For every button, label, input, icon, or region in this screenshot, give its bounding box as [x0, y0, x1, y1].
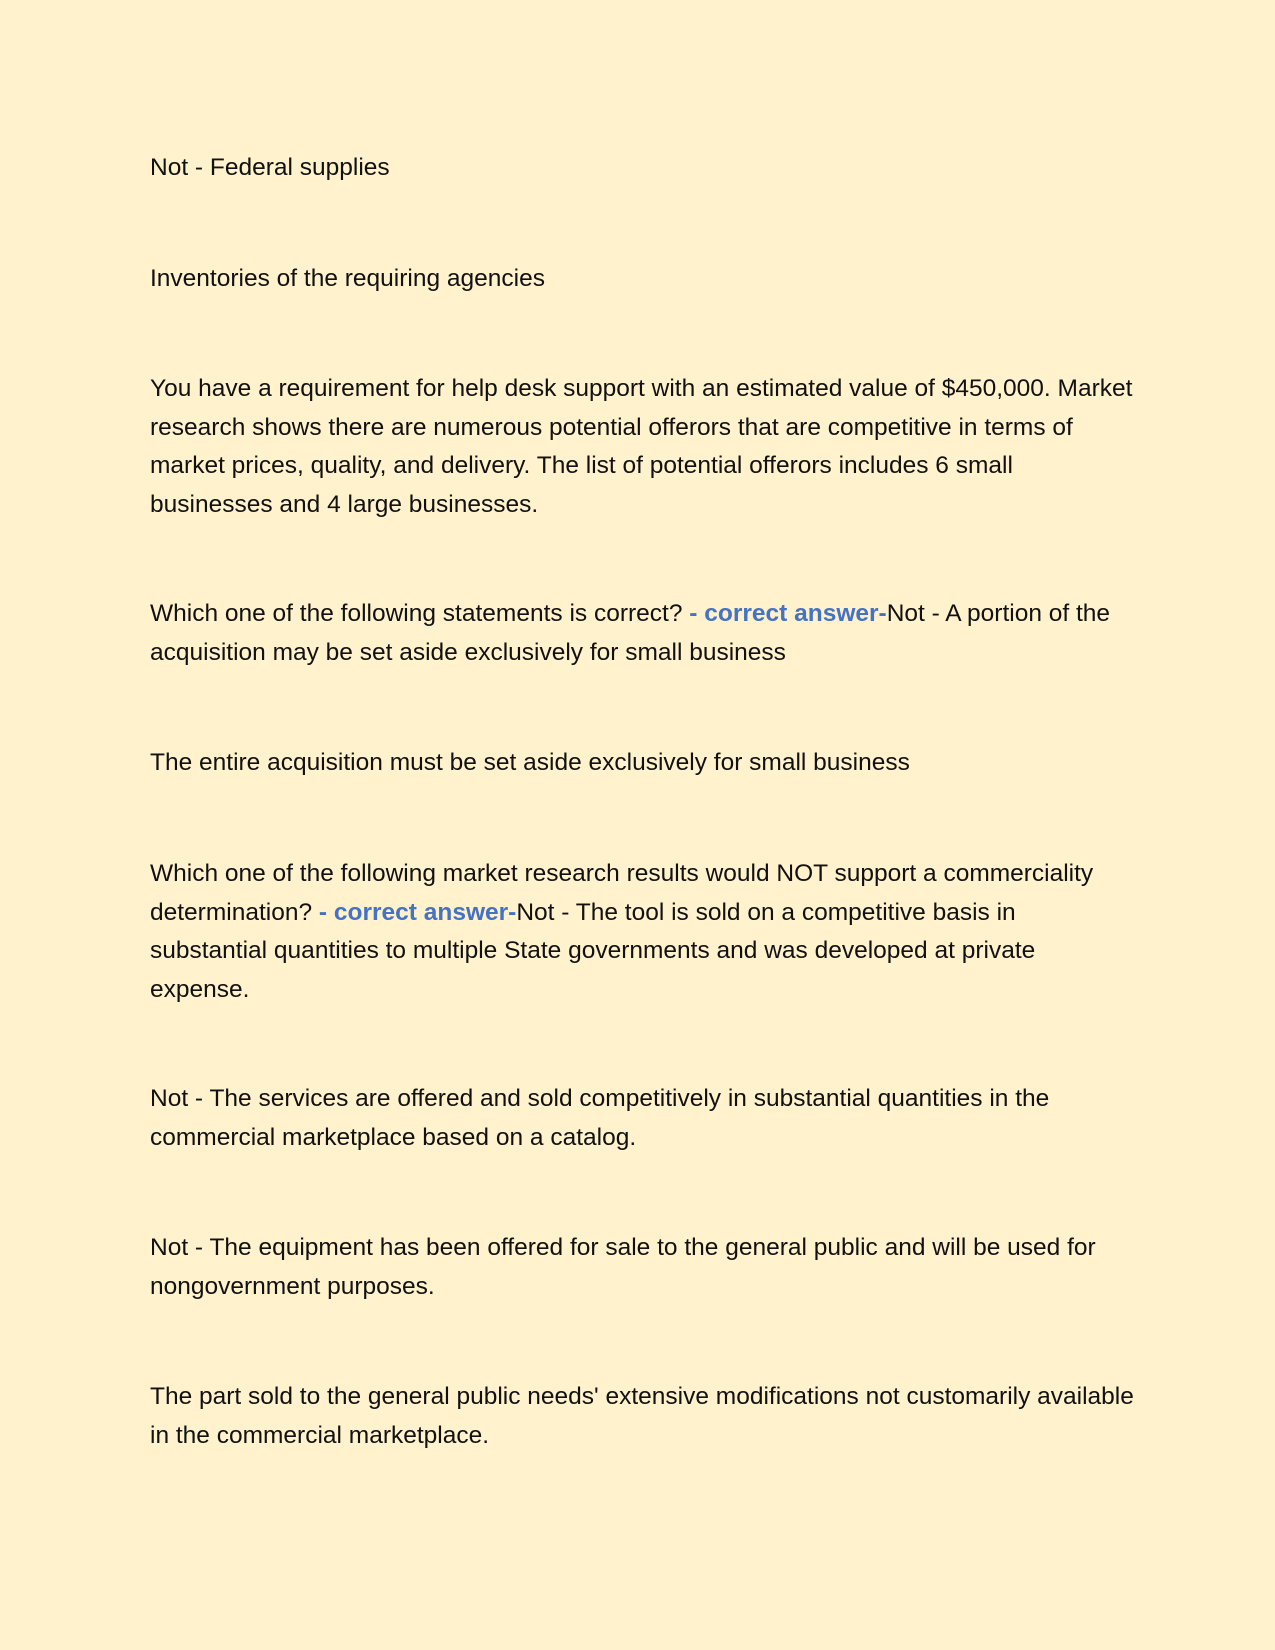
answer-text: Not - The tool is sold on a competitive basis in substantial quantities to multiple State governments and was developed at private expense. — [150, 898, 1036, 1003]
answer-option-federal-supplies: Not - Federal supplies — [150, 154, 390, 181]
answer-option-entire-set-aside: The entire acquisition must be set aside exclusively for small business — [150, 749, 910, 776]
scenario-paragraph: You have a requirement for help desk support with an estimated value of $450,000. Market research shows there are numerous potential offerors that are competitive in terms of market prices, quality, and delivery. The list of potential offerors includes 6 small businesses and 4 large businesses. — [150, 375, 1133, 518]
answer-option-equipment-public: Not - The equipment has been offered for sale to the general public and will be used for nongovernment purposes. — [150, 1234, 1096, 1300]
answer-option-part-modifications: The part sold to the general public needs' extensive modifications not customarily available in the commercial marketplace. — [150, 1383, 1134, 1449]
answer-text: Not - A portion of the acquisition may be set aside exclusively for small business — [150, 600, 1111, 666]
correct-answer-marker: - correct answer- — [318, 898, 517, 926]
question-statements-correct — [150, 595, 1135, 672]
answer-option-inventories: Inventories of the requiring agencies — [150, 265, 545, 292]
correct-answer-marker: - correct answer- — [689, 600, 887, 627]
question-text: Which one of the following statements is correct? — [150, 600, 690, 627]
answer-option-services-catalog: Not - The services are offered and sold competitively in substantial quantities in the commercial marketplace based on a catalog. — [150, 1085, 1050, 1151]
question-commerciality — [150, 855, 1135, 1009]
question-text: Which one of the following market research results would NOT support a commerciality determination? — [150, 860, 1094, 926]
